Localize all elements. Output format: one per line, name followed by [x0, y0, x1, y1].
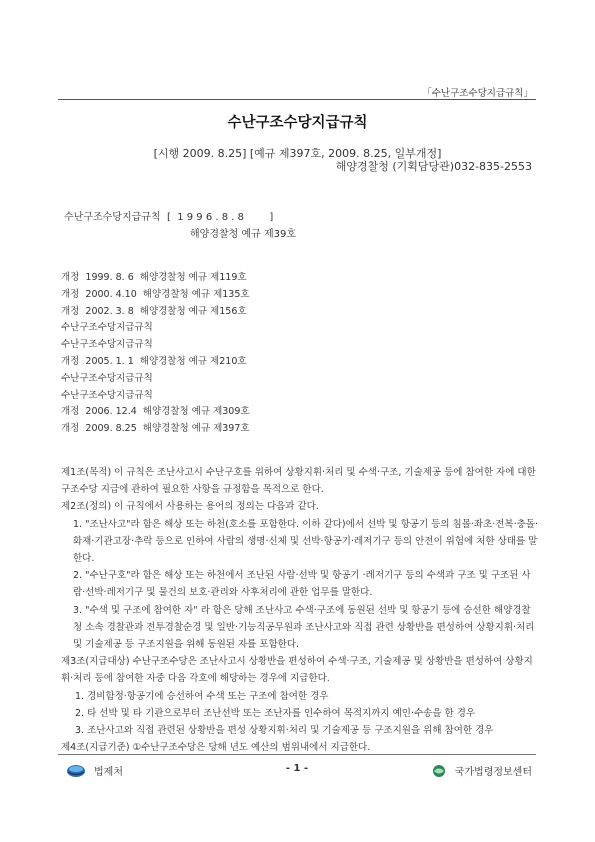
article-3-item-1: 1. 경비함정·항공기에 승선하여 수색 또는 구조에 참여한 경우 [75, 690, 329, 702]
article-3-item-2: 2. 타 선박 및 타 기관으로부터 조난선박 또는 조난자를 인수하여 목적지까지 예인·수송을 한 경우 [75, 707, 476, 719]
history-item: 수난구조수당지급규칙 [61, 389, 153, 401]
article-2-item-2: 2. "수난구호"라 함은 해상 또는 하천에서 조난된 사람·선박 및 항공기 ·레저기구 등의 수색과 구조 및 구조된 사람·선박·레저기구 및 물건의 보호·관리와 사후처리에 관한 업무를 말한다. [73, 570, 531, 599]
history-item: 수난구조수당지급규칙 [61, 372, 153, 384]
history-item: 개정 2006. 12.4 해양경찰청 예규 제309호 [61, 406, 250, 418]
history-item: 개정 2002. 3. 8 해양경찰청 예규 제156호 [61, 305, 247, 317]
law-center-logo-icon [429, 764, 449, 778]
article-4: 제4조(지급기준) ①수난구조수당은 당해 년도 예산의 범위내에서 지급한다. [61, 742, 371, 754]
page-footer [58, 760, 536, 782]
page-number: - 1 - [285, 763, 309, 774]
page-title: 수난구조수당지급규칙 [227, 115, 368, 131]
header-tag: 「수난구조수당지급규칙」 [422, 88, 533, 99]
revision-history [61, 270, 541, 438]
footer-divider [58, 754, 536, 755]
history-item: 개정 2009. 8.25 해양경찰청 예규 제397호 [61, 423, 250, 435]
article-2: 제2조(정의) 이 규칙에서 사용하는 용어의 정의는 다음과 같다. [61, 501, 319, 513]
history-item: 개정 1999. 8. 6 해양경찰청 예규 제119호 [61, 272, 247, 283]
regulation-body [61, 464, 539, 756]
footer-source: 법제처 [94, 767, 123, 778]
enactment-number: 해양경찰청 예규 제39호 [190, 229, 297, 240]
footer-right [429, 763, 532, 778]
history-item: 개정 2005. 1. 1 해양경찰청 예규 제210호 [61, 355, 247, 367]
article-2-item-1: 1. "조난사고"라 함은 해상 또는 하천(호소를 포함한다. 이하 같다)에서 선박 및 항공기 등의 침몰·좌초·전복·충돌·화재·기관고장·추락 등으로 인하여 사람의 생명·신체 및 선박·항공기·레저기구 등의 안전이 위험에 처한 상태를 말한다. [73, 518, 539, 565]
article-3-item-3: 3. 조난사고와 직접 관련된 상황반을 편성 상황지휘·처리 및 기술제공 등 구조지원을 위해 참여한 경우 [75, 725, 494, 737]
article-1: 제1조(목적) 이 규칙은 조난사고시 수난구호를 위하여 상황지휘·처리 및 수색·구조, 기술제공 등에 참여한 자에 대한 구조수당 지급에 관하여 필요한 사항을 규정함을 목적으로 한다. [61, 467, 536, 496]
article-3: 제3조(지급대상) 수난구조수당은 조난사고시 상황반을 편성하여 수색·구조, 기술제공 및 상황반을 편성하여 상황지휘·처리 등에 참여한 자중 다음 각호에 해당하는 경우에 지급한다. [61, 656, 533, 685]
history-item: 개정 2000. 4.10 해양경찰청 예규 제135호 [61, 288, 250, 300]
history-item: 수난구조수당지급규칙 [61, 322, 153, 334]
enforcement-info: [시행 2009. 8.25] [예규 제397호, 2009. 8.25, 일부개정] [153, 147, 442, 160]
enactment-line: 수난구조수당지급규칙 [ 1 9 9 6 . 8 . 8 ] [64, 212, 274, 223]
article-2-item-3: 3. "수색 및 구조에 참여한 자" 라 함은 당해 조난사고 수색·구조에 동원된 선박 및 항공기 등에 승선한 해양경찰청 소속 경찰관과 전투경찰순경 및 일반·기능직공무원과 조난사고와 직접 관련 상황반을 편성하여 상황지휘·처리 및 기술제공 등 구조지원을 위해 동원된 자를 포함한다. [73, 604, 535, 651]
history-item: 수난구조수당지급규칙 [61, 339, 153, 351]
header-divider [58, 99, 536, 100]
footer-center-name: 국가법령정보센터 [454, 767, 532, 778]
agency-contact: 해양경찰청 (기획담당관)032-835-2553 [335, 160, 532, 173]
